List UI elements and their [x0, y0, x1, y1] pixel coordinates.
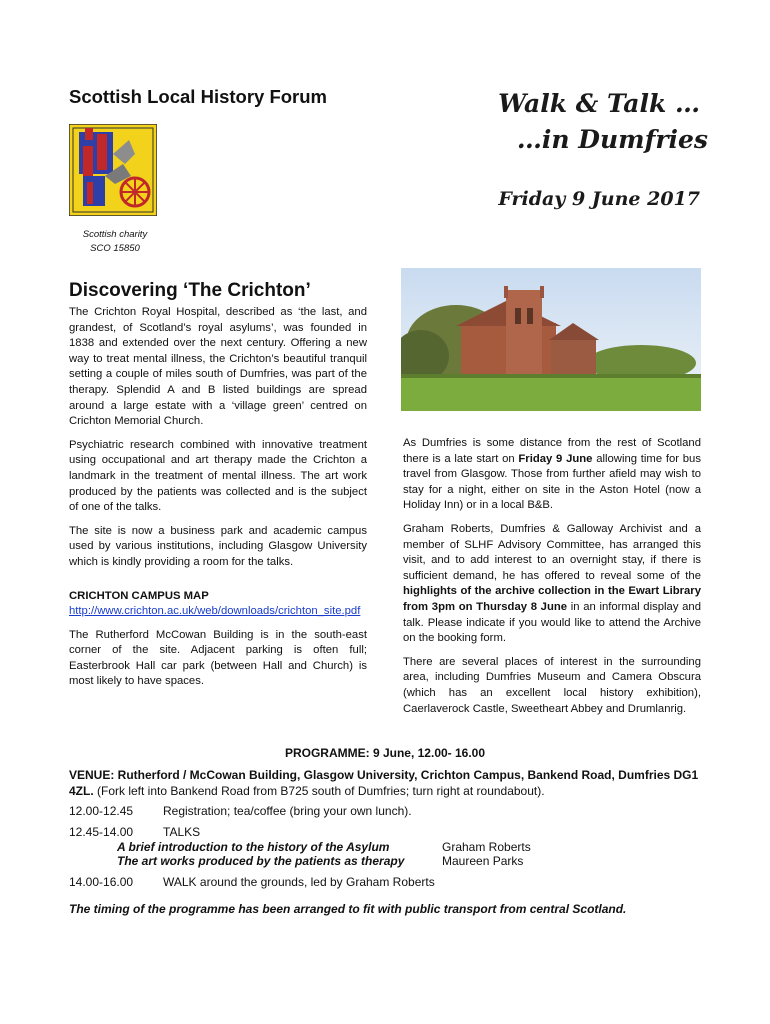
venue-directions: (Fork left into Bankend Road from B725 south of Dumfries; turn right at roundabout). [93, 783, 545, 798]
timing-text: As Dumfries is some distance from the rest of Scotland there is a late start on [403, 437, 701, 465]
event-title-line1: Walk & Talk … [498, 89, 700, 118]
crichton-church-photo [401, 268, 701, 411]
talk-speaker: Maureen Parks [442, 854, 524, 868]
section-heading: Discovering ‘The Crichton’ [69, 280, 311, 301]
transport-note: The timing of the programme has been arranged to fit with public transport from central Scotland. [69, 902, 627, 916]
schedule-time: 12.45-14.00 [69, 825, 134, 839]
right-column [403, 436, 701, 717]
parking-paragraph: The Rutherford McCowan Building is in the south-east corner of the site. Adjacent parking is often full; Easterbrook Hall car park (between Hall and Church) is most likely to have spaces. [69, 628, 367, 688]
venue [69, 768, 709, 799]
charity-code: SCO 15850 [90, 243, 140, 254]
places-paragraph: There are several places of interest in the surrounding area, including Dumfries Museum and Camera Obscura (which has an excellent local history exhibition), Caerlaverock Castle, Sweetheart Abbey and Drumlanrig. [403, 655, 701, 715]
talk-title: A brief introduction to the history of the Asylum [117, 840, 390, 854]
charity-label: Scottish charity [82, 229, 148, 240]
schedule-time: 12.00-12.45 [69, 804, 134, 818]
archive-paragraph [403, 522, 701, 647]
intro-paragraph: The Crichton Royal Hospital, described as ‘the last, and grandest, of Scotland’s royal asylums’, was founded in 1838 and extended over the next century. Offering a new way to treat mental illness, the Crichton’s beautiful tranquil setting a couple of miles south of Dumfries, was part of the therapy. Splendid A and B listed buildings are spread around a large estate with a ‘village green’ centred on Crichton Memorial Church. [69, 306, 367, 428]
site-paragraph: The site is now a business park and academic campus used by various institutions, including Glasgow University which is kindly providing a room for the talks. [69, 524, 367, 568]
talk-speaker: Graham Roberts [442, 840, 531, 854]
campus-map-heading: CRICHTON CAMPUS MAP [69, 589, 209, 602]
archive-text: Graham Roberts, Dumfries & Galloway Archivist and a member of SLHF Advisory Committee, has arranged this visit, and to add interest to an overnight stay, if there is sufficient demand, he has offered to reveal some of the [403, 522, 701, 582]
venue-address: VENUE: Rutherford / McCowan Building, Glasgow University, Crichton Campus, Bankend Road, Dumfries DG1 4ZL. [69, 768, 699, 798]
charity-number [60, 228, 170, 256]
timing-paragraph [403, 436, 701, 514]
event-title-line2: …in Dumfries [516, 125, 708, 154]
timing-date: Friday 9 June [518, 452, 593, 465]
archive-highlight: highlights of the archive collection in the Ewart Library from 3pm on Thursday 8 June [403, 585, 701, 613]
left-column [69, 305, 367, 690]
timing-text-end: allowing time for bus travel from Glasgow. Those from further afield may wish to stay for a night, either on site in the Aston Hotel (now a Holiday Inn) or in a local B&B. [403, 452, 701, 512]
schedule-desc: WALK around the grounds, led by Graham Roberts [163, 875, 435, 889]
campus-map-link[interactable]: http://www.crichton.ac.uk/web/downloads/crichton_site.pdf [69, 605, 361, 618]
slhf-logo [69, 124, 157, 216]
schedule-time: 14.00-16.00 [69, 875, 134, 889]
archive-text-end: in an informal display and talk. Please indicate if you would like to attend the Archive on the booking form. [403, 600, 702, 645]
programme-title: PROGRAMME: 9 June, 12.00- 16.00 [284, 746, 486, 760]
talk-title: The art works produced by the patients as therapy [117, 854, 405, 868]
research-paragraph: Psychiatric research combined with innovative treatment using occupational and art therapy made the Crichton a landmark in the treatment of mental illness. The art work produced by the patients was collected and is the subject of one of the talks. [69, 438, 367, 514]
event-date: Friday 9 June 2017 [498, 188, 700, 210]
schedule-desc: Registration; tea/coffee (bring your own lunch). [163, 804, 412, 818]
org-name: Scottish Local History Forum [69, 86, 328, 107]
schedule-desc: TALKS [163, 825, 201, 839]
